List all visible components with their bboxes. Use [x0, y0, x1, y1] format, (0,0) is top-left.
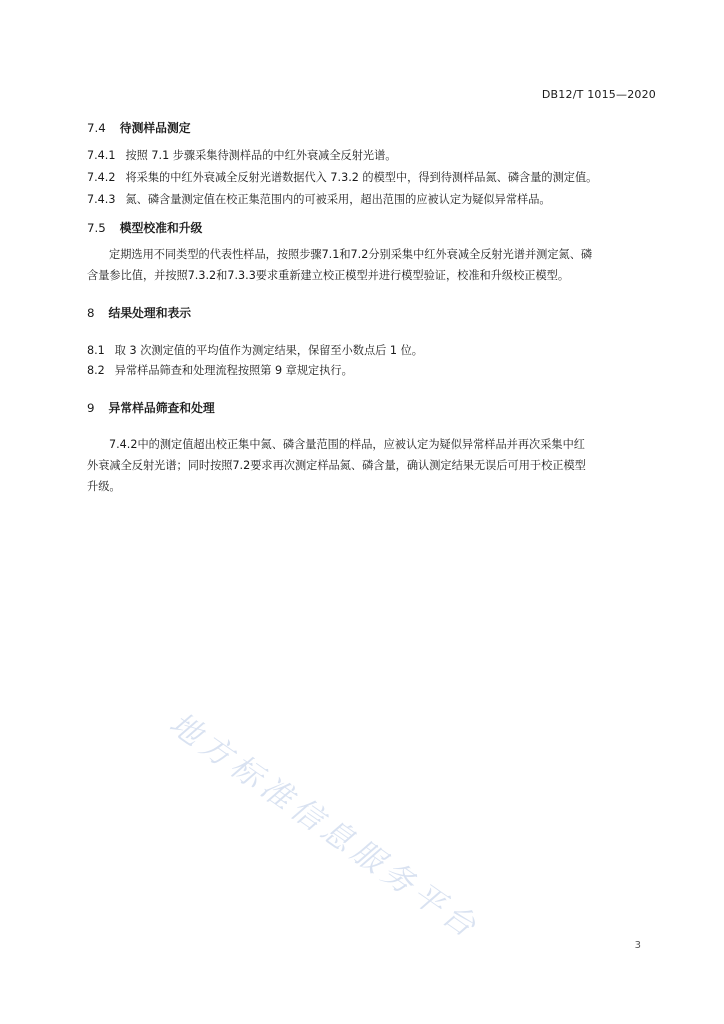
document-code: DB12/T 1015—2020: [541, 88, 656, 101]
clause-number: 8.2: [87, 364, 105, 377]
clause-text: 将采集的中红外衰减全反射光谱数据代入 7.3.2 的模型中，得到待测样品氮、磷含量的测定值。: [125, 171, 598, 184]
clause-number: 7.4.3: [87, 193, 116, 206]
clause-number: 7.4.2: [87, 171, 116, 184]
section-number: 7.5: [87, 221, 106, 235]
clause-number: 8.1: [87, 344, 105, 357]
section-heading-9: [87, 398, 215, 418]
section-number: 8: [87, 306, 95, 320]
clause-text: 按照 7.1 步骤采集待测样品的中红外衰减全反射光谱。: [125, 149, 397, 162]
section-heading-7-5: [87, 218, 202, 238]
clause-7-4-3: [87, 190, 662, 210]
section-number: 9: [87, 401, 95, 415]
section-heading-7-4: [87, 118, 191, 138]
clause-text: 氮、磷含量测定值在校正集范围内的可被采用，超出范围的应被认定为疑似异常样品。: [125, 193, 551, 206]
clause-text: 取 3 次测定值的平均值作为测定结果，保留至小数点后 1 位。: [114, 344, 423, 357]
paragraph-7-5-line-2: 含量参比值，并按照7.3.2和7.3.3要求重新建立校正模型并进行模型验证，校准和升级校正模型。: [87, 269, 570, 282]
page-number: 3: [634, 940, 641, 951]
paragraph-7-5-line-1: 定期选用不同类型的代表性样品，按照步骤7.1和7.2分别采集中红外衰减全反射光谱并测定氮、磷: [109, 248, 593, 261]
section-title: 模型校准和升级: [119, 221, 203, 235]
watermark: 地方标准信息服务平台: [162, 705, 487, 948]
section-heading-8: [87, 303, 191, 323]
clause-text: 异常样品筛查和处理流程按照第 9 章规定执行。: [114, 364, 353, 377]
section-title: 待测样品测定: [119, 121, 191, 135]
section-number: 7.4: [87, 121, 106, 135]
section-title: 结果处理和表示: [108, 306, 192, 320]
paragraph-9-line-1: 7.4.2中的测定值超出校正集中氮、磷含量范围的样品，应被认定为疑似异常样品并再次采集中红: [109, 438, 585, 451]
clause-8-1: [87, 341, 662, 361]
clause-7-4-1: [87, 146, 662, 166]
section-title: 异常样品筛查和处理: [108, 401, 215, 415]
clause-8-2: [87, 361, 662, 381]
clause-number: 7.4.1: [87, 149, 116, 162]
paragraph-9-line-3: 升级。: [87, 480, 121, 493]
paragraph-9-line-2: 外衰减全反射光谱；同时按照7.2要求再次测定样品氮、磷含量，确认测定结果无误后可用于校正模型: [87, 459, 586, 472]
clause-7-4-2: [87, 168, 662, 188]
